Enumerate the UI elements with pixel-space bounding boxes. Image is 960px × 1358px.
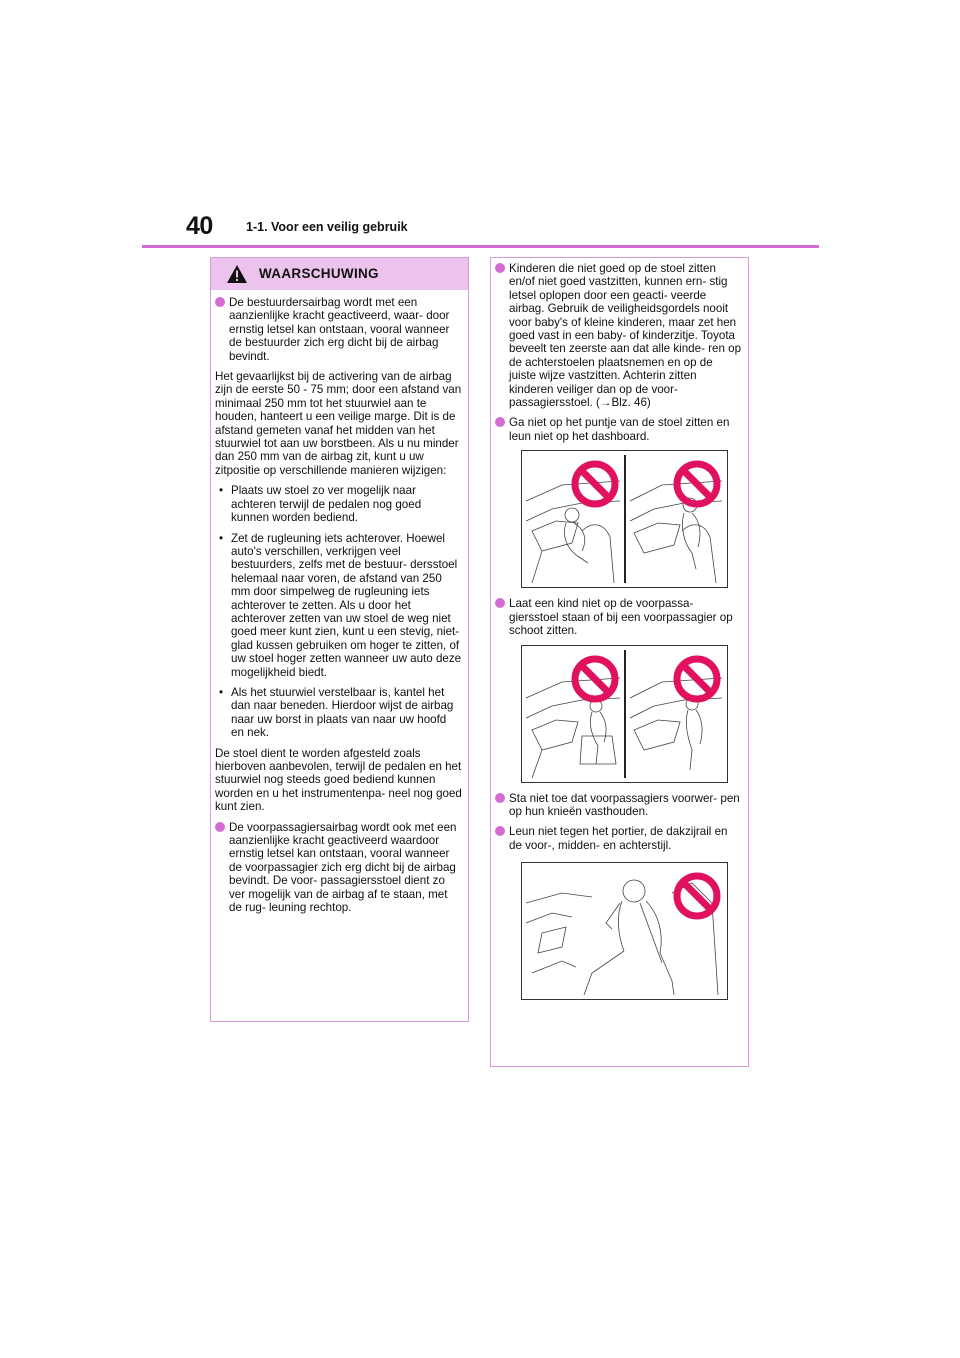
paragraph: Het gevaarlijkst bij de activering van de airbag zijn de eerste 50 - 75 mm; door een afstand van minimaal 250 mm tot het stuurwiel aan te houden, hanteert u een veilige marge. Dit is de afstand gemeten vanaf het midden van het stuurwiel tot aan uw borstbeen. Als u nu minder dan 250 mm van de airbag zit, kunt u uw zitpositie op verschillende manieren wijzigen: (215, 370, 462, 477)
list-item (215, 821, 462, 915)
prohibition-icon (570, 459, 620, 509)
sub-list-item-text: Plaats uw stoel zo ver mogelijk naar achteren terwijl de pedalen nog goed kunnen worden bediend. (231, 484, 422, 525)
prohibition-icon (672, 459, 722, 509)
page-reference-link[interactable]: Blz. 46) (611, 396, 651, 410)
prohibition-icon (672, 654, 722, 704)
illustration-divider (624, 455, 626, 583)
bullet-dot-icon (215, 297, 225, 307)
list-item (215, 296, 462, 363)
bullet-dot-icon (495, 263, 505, 273)
warning-header (211, 258, 468, 290)
illustration-divider (624, 650, 626, 778)
bullet-dot-icon (495, 793, 505, 803)
sub-bullet-icon: • (219, 531, 224, 545)
bullet-dot-icon (215, 822, 225, 832)
list-item (495, 825, 742, 852)
warning-content-continued (495, 262, 742, 1009)
warning-triangle-icon (226, 264, 248, 284)
illustration-child-on-front-seat (521, 645, 728, 783)
sub-list-item (215, 686, 462, 740)
list-item-text: De bestuurdersairbag wordt met een aanzienlijke kracht geactiveerd, waar- door ernstig letsel kan ontstaan, vooral wanneer de bestuurder zich erg dicht bij de airbag bevindt. (229, 296, 450, 363)
page-number: 40 (186, 212, 213, 240)
prohibition-icon (672, 871, 722, 921)
list-item-text: De voorpassagiersairbag wordt ook met een aanzienlijke kracht geactiveerd waardoor ernstig letsel kan ontstaan, vooral wanneer de voorpassagier zich erg dicht bij de airbag bevindt. De voor- passagiersstoel dient zo ver mogelijk van de airbag af te staan, met de rug- leuning rechtop. (229, 820, 457, 915)
illustration-leaning-on-dashboard (521, 450, 728, 588)
list-item-text: Laat een kind niet op de voorpassa- giersstoel staan of bij een voorpassagier op schoot zitten. (509, 597, 733, 638)
illustration-leaning-on-door (521, 862, 728, 1000)
list-item-text: Leun niet tegen het portier, de dakzijrail en de voor-, midden- en achterstijl. (509, 825, 728, 852)
sub-bullet-icon: • (219, 685, 224, 699)
warning-title: WAARSCHUWING (259, 266, 379, 281)
warning-content (215, 296, 462, 921)
paragraph: De stoel dient te worden afgesteld zoals hierboven aanbevolen, terwijl de pedalen en het stuurwiel nog steeds goed bediend kunnen worden en u het instrumentenpa- neel nog goed kunt zien. (215, 746, 462, 814)
warning-box-continued (490, 257, 749, 1067)
list-item-text: Sta niet toe dat voorpassagiers voorwer- pen op hun knieën vasthouden. (509, 791, 740, 818)
list-item (495, 262, 742, 409)
header-divider (142, 245, 819, 248)
warning-box (210, 257, 469, 1022)
list-item (495, 792, 742, 819)
list-item-text: Kinderen die niet goed op de stoel zitten en/of niet goed vastzitten, kunnen ern- stig letsel oplopen door een geacti- veerde airbag. Gebruik de veiligheidsgordels nooit voor baby's of kleine kinderen, maar zet hen goed vast in een baby- of kinderzitje. Toyota beveelt ten zeerste aan dat alle kinde- ren op de achterstoelen plaatsnemen en op de juiste wijze vastzitten. Achterin zitten kinderen veiliger dan op de voor- passagiersstoel. ( (509, 262, 742, 410)
list-item (495, 416, 742, 443)
bullet-dot-icon (495, 598, 505, 608)
sub-list-item (215, 532, 462, 679)
sub-list-item (215, 484, 462, 524)
list-item-text: Ga niet op het puntje van de stoel zitten en leun niet op het dashboard. (509, 416, 730, 443)
prohibition-icon (570, 654, 620, 704)
arrow-icon: → (599, 396, 612, 410)
bullet-dot-icon (495, 417, 505, 427)
list-item (495, 597, 742, 637)
bullet-dot-icon (495, 826, 505, 836)
sub-list-item-text: Zet de rugleuning iets achterover. Hoewel auto's verschillen, verkrijgen veel bestuurders, zelfs met de bestuur- dersstoel helemaal naar voren, de afstand van 250 mm door simpelweg de rugleuning iets achterover te zetten. Als u door het achterover zetten van uw stoel de weg niet goed meer kunt zien, kunt u een stevig, niet-glad kussen gebruiken om hoger te zitten, of uw stoel hoger zetten wanneer uw auto deze mogelijkheid biedt. (231, 531, 462, 679)
sub-list-item-text: Als het stuurwiel verstelbaar is, kantel het dan naar beneden. Hierdoor wijst de airbag naar uw borst in plaats van naar uw hoofd en nek. (231, 685, 454, 740)
section-title: 1-1. Voor een veilig gebruik (246, 220, 408, 234)
sub-bullet-icon: • (219, 484, 224, 498)
